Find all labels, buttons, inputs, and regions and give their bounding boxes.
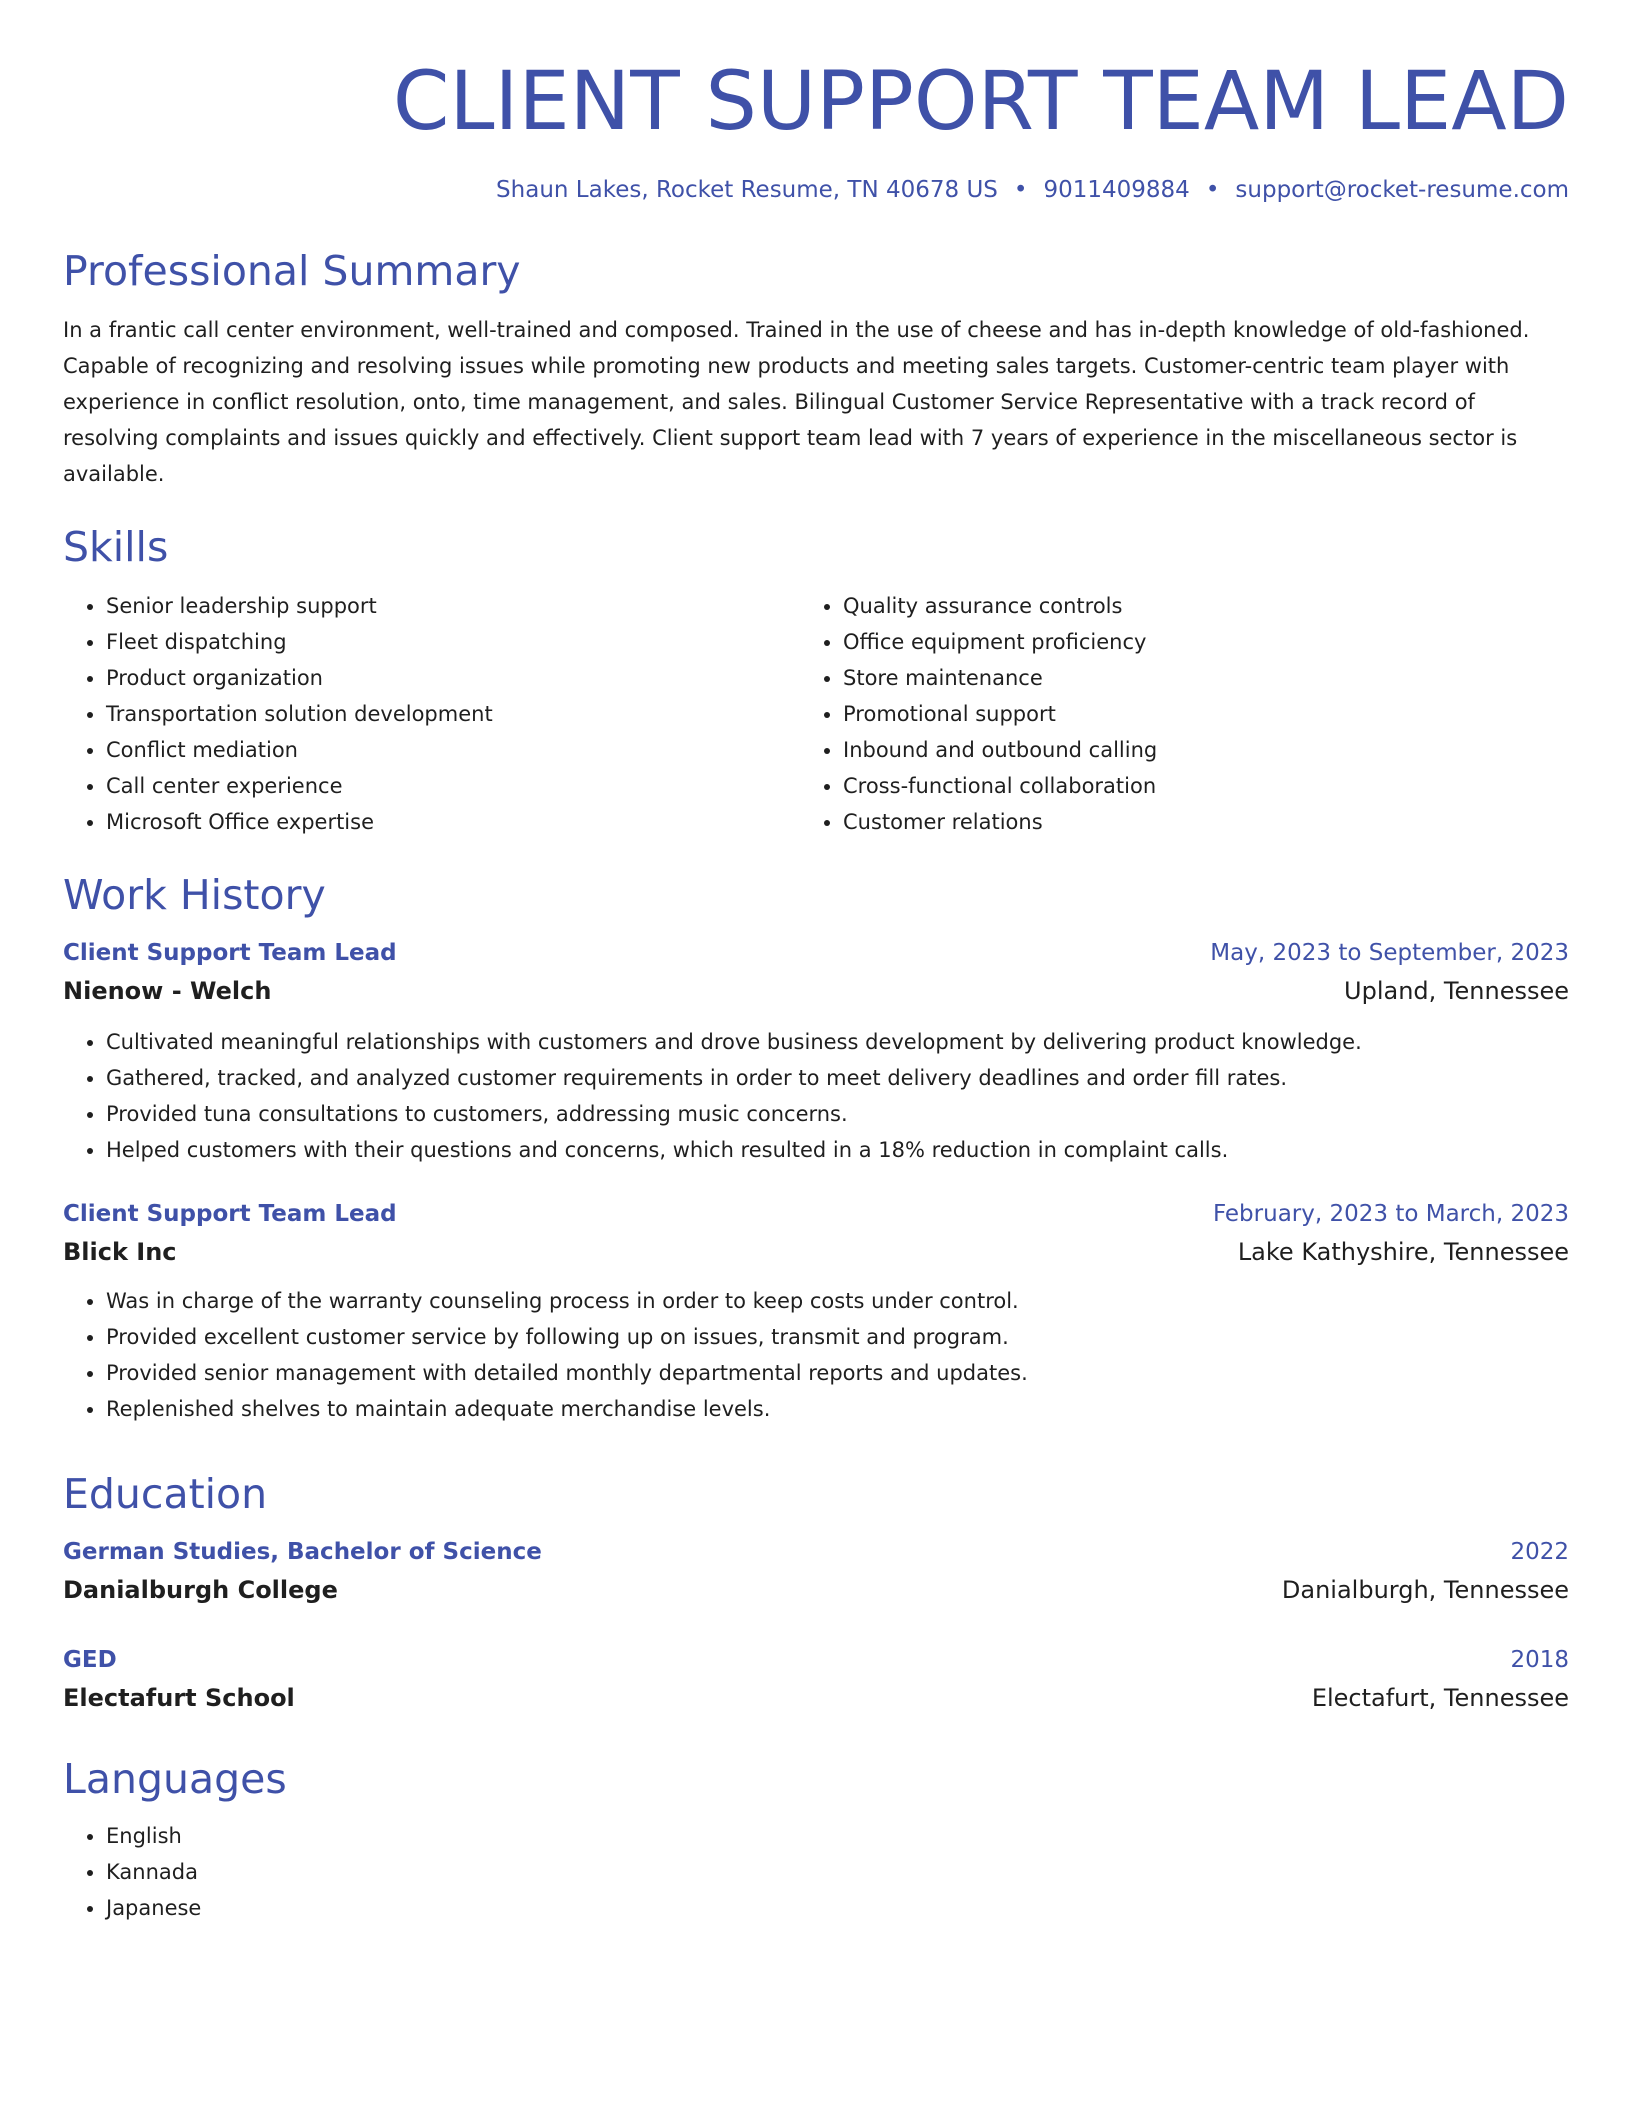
job-bullet: • Replenished shelves to maintain adequate merchandise levels. [106,1391,1569,1427]
job-bullet: • Provided senior management with detailed monthly departmental reports and updates. [106,1355,1569,1391]
skill-item: • Quality assurance controls [843,588,1560,624]
resume-title: CLIENT SUPPORT TEAM LEAD [392,55,1569,149]
education-school-row [63,1571,1569,1609]
education-school: Danialburgh College [63,1576,338,1604]
job-bullet: • Gathered, tracked, and analyzed customer requirements in order to meet delivery deadlines and order fill rates. [106,1060,1569,1096]
job-company: Nienow - Welch [63,977,272,1005]
education-heading: Education [63,1470,268,1518]
education-header-row [63,1533,1569,1571]
education-degree: GED [63,1647,117,1673]
job-dates: February, 2023 to March, 2023 [1212,1201,1569,1227]
contact-separator: • [1013,177,1028,203]
contact-email: support@rocket-resume.com [1235,177,1569,203]
education-year: 2022 [1510,1539,1569,1565]
language-item: • English [106,1818,1569,1854]
language-item: • Japanese [106,1890,1569,1926]
education-location: Danialburgh, Tennessee [1281,1576,1569,1604]
job-entry [63,1195,1569,1427]
language-item: • Kannada [106,1854,1569,1890]
skill-item: • Customer relations [843,804,1560,840]
skill-item: • Transportation solution development [106,696,800,732]
skill-item: • Product organization [106,660,800,696]
skills-list-left [63,588,800,840]
skill-item: • Inbound and outbound calling [843,732,1560,768]
education-school: Electafurt School [63,1684,295,1712]
skill-item: • Conflict mediation [106,732,800,768]
education-entry [63,1641,1569,1717]
job-bullet: • Was in charge of the warranty counseling process in order to keep costs under control. [106,1283,1569,1319]
skills-columns [63,588,1569,840]
skill-item: • Office equipment proficiency [843,624,1560,660]
skill-item: • Fleet dispatching [106,624,800,660]
job-location: Lake Kathyshire, Tennessee [1237,1238,1569,1266]
skills-list-right [800,588,1560,840]
job-company-row [63,1233,1569,1271]
job-bullet: • Helped customers with their questions and concerns, which resulted in a 18% reduction in complaint calls. [106,1132,1569,1168]
job-company-row [63,972,1569,1010]
education-location: Electafurt, Tennessee [1311,1684,1569,1712]
skills-heading: Skills [63,523,169,571]
languages-heading: Languages [63,1755,287,1803]
contact-line [63,174,1569,206]
skill-item: • Cross-functional collaboration [843,768,1560,804]
languages-list [63,1818,1569,1926]
job-bullet: • Provided tuna consultations to customers, addressing music concerns. [106,1096,1569,1132]
contact-address: Shaun Lakes, Rocket Resume, TN 40678 US [496,177,998,203]
job-bullet: • Cultivated meaningful relationships with customers and drove business development by delivering product knowledge. [106,1024,1569,1060]
education-entry [63,1533,1569,1609]
job-title: Client Support Team Lead [63,1201,397,1227]
education-header-row [63,1641,1569,1679]
summary-text: In a frantic call center environment, well-trained and composed. Trained in the use of cheese and has in-depth knowledge of old-fashioned. Capable of recognizing and resolving issues while promoting new products and meeting sales targets. Customer-centric team player with experience in conflict resolution, onto, time management, and sales. Bilingual Customer Service Representative with a track record of resolving complaints and issues quickly and effectively. Client support team lead with 7 years of experience in the miscellaneous sector is available. [63,318,1530,486]
contact-phone: 9011409884 [1043,177,1190,203]
skill-item: • Call center experience [106,768,800,804]
education-school-row [63,1679,1569,1717]
skill-item: • Microsoft Office expertise [106,804,800,840]
job-entry [63,934,1569,1168]
contact-separator: • [1205,177,1220,203]
education-degree: German Studies, Bachelor of Science [63,1539,542,1565]
job-location: Upland, Tennessee [1344,977,1569,1005]
work-history-heading: Work History [63,871,326,919]
job-bullets [63,1024,1569,1168]
job-bullets [63,1283,1569,1427]
job-dates: May, 2023 to September, 2023 [1210,940,1569,966]
job-title: Client Support Team Lead [63,940,397,966]
education-year: 2018 [1510,1647,1569,1673]
job-company: Blick Inc [63,1238,177,1266]
job-header-row [63,934,1569,972]
skill-item: • Promotional support [843,696,1560,732]
summary-heading: Professional Summary [63,247,521,295]
job-header-row [63,1195,1569,1233]
skill-item: • Senior leadership support [106,588,800,624]
job-bullet: • Provided excellent customer service by following up on issues, transmit and program. [106,1319,1569,1355]
skill-item: • Store maintenance [843,660,1560,696]
